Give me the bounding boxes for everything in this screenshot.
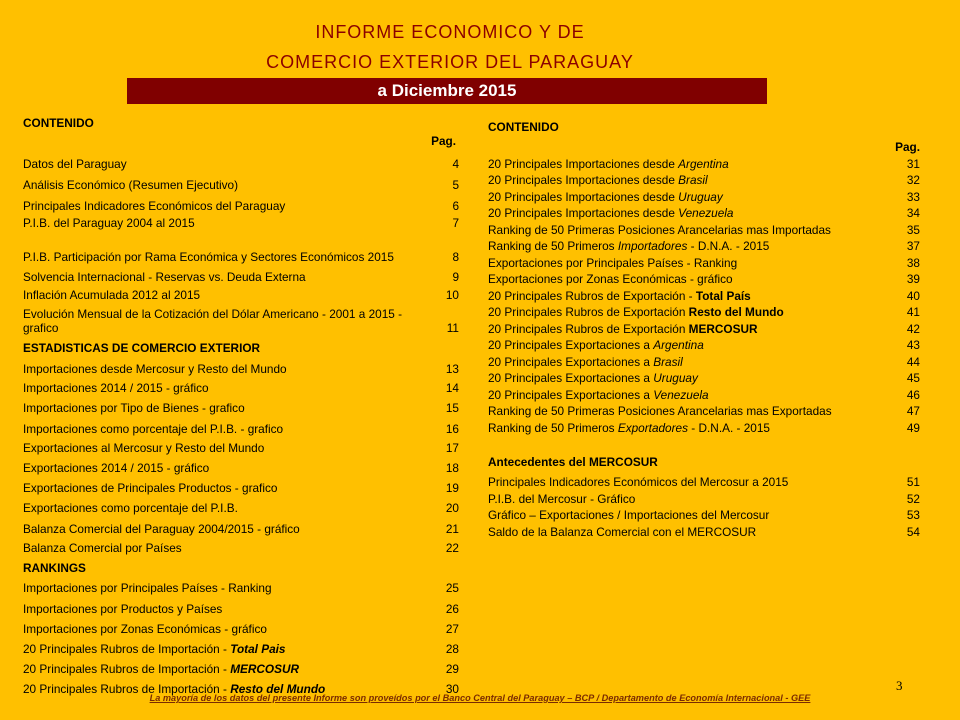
entry-label bbox=[488, 475, 898, 489]
contents-entry bbox=[23, 284, 459, 302]
entry-label bbox=[23, 501, 433, 515]
entry-label-text: P.I.B. Participación por Rama Económica y Sectores Económicos 2015 bbox=[23, 250, 394, 264]
contents-entry bbox=[488, 204, 920, 221]
contents-entry bbox=[488, 220, 920, 237]
entry-label bbox=[23, 216, 433, 230]
entry-page-number: 8 bbox=[452, 250, 459, 264]
entry-label bbox=[23, 270, 433, 284]
entry-label bbox=[488, 355, 898, 369]
entry-page-number: 52 bbox=[906, 491, 920, 506]
entry-label-emphasis: MERCOSUR bbox=[688, 321, 758, 336]
entry-page-number: 54 bbox=[906, 524, 920, 539]
entry-label-text: Exportaciones 2014 / 2015 - gráfico bbox=[23, 461, 210, 475]
entry-label-text: 20 Principales Rubros de Importación - bbox=[23, 682, 231, 696]
entry-label bbox=[488, 256, 898, 270]
entry-label-text: Inflación Acumulada 2012 al 2015 bbox=[23, 288, 201, 302]
entry-label-text: 20 Principales Importaciones desde bbox=[488, 189, 679, 204]
contents-entry bbox=[488, 418, 920, 435]
entry-label bbox=[488, 190, 898, 204]
contents-entry bbox=[488, 336, 920, 353]
entry-label bbox=[23, 581, 433, 595]
title-line-2: COMERCIO EXTERIOR DEL PARAGUAY bbox=[266, 52, 634, 72]
entry-label bbox=[23, 662, 433, 676]
entry-page-number: 16 bbox=[445, 422, 459, 436]
entry-page-number: 26 bbox=[445, 602, 459, 616]
contents-entry bbox=[23, 536, 459, 555]
entry-label bbox=[488, 492, 898, 506]
page-column-heading: Pag. bbox=[431, 134, 456, 148]
contents-entry bbox=[23, 495, 459, 515]
entry-label-emphasis: Venezuela bbox=[653, 387, 709, 402]
contents-heading: CONTENIDO bbox=[23, 116, 94, 130]
entry-label bbox=[23, 341, 433, 355]
entry-label bbox=[23, 199, 433, 213]
contents-entry bbox=[488, 506, 920, 523]
entry-page-number: 35 bbox=[906, 222, 920, 237]
entry-page-number: 44 bbox=[906, 354, 920, 369]
section-heading bbox=[23, 335, 459, 355]
contents-entry bbox=[488, 270, 920, 287]
entry-page-number: 37 bbox=[906, 239, 920, 253]
entry-label bbox=[23, 307, 433, 335]
entry-label-text: Saldo de la Balanza Comercial con el MERCOSUR bbox=[488, 524, 757, 539]
entry-label bbox=[488, 338, 898, 352]
contents-entry bbox=[23, 455, 459, 475]
entry-page-number: 13 bbox=[445, 362, 459, 376]
entry-label-text: Exportaciones como porcentaje del P.I.B. bbox=[23, 501, 238, 515]
entry-label-text: Exportaciones al Mercosur y Resto del Mundo bbox=[23, 441, 265, 455]
contents-entry bbox=[23, 515, 459, 536]
contents-entry bbox=[23, 171, 459, 192]
entry-label-emphasis: Argentina bbox=[653, 338, 704, 352]
entry-page-number: 14 bbox=[445, 381, 459, 395]
entry-label-emphasis: Resto del Mundo bbox=[688, 305, 784, 319]
contents-entry bbox=[23, 230, 459, 264]
entry-page-number: 38 bbox=[906, 255, 920, 270]
entry-label bbox=[488, 508, 898, 522]
entry-label bbox=[23, 461, 433, 475]
contents-entry bbox=[23, 376, 459, 395]
contents-entry bbox=[488, 369, 920, 386]
entry-page-number: 9 bbox=[452, 270, 459, 284]
section-heading bbox=[23, 555, 459, 575]
entry-label-text: Análisis Económico (Resumen Ejecutivo) bbox=[23, 178, 239, 192]
entry-page-number: 17 bbox=[445, 441, 459, 455]
contents-entry bbox=[23, 355, 459, 376]
contents-entry bbox=[23, 475, 459, 495]
entry-label-text: Ranking de 50 Primeros bbox=[488, 420, 618, 435]
contents-entry bbox=[23, 575, 459, 595]
entry-label-text: Balanza Comercial por Países bbox=[23, 541, 182, 555]
entry-label-text: 20 Principales Exportaciones a bbox=[488, 371, 654, 385]
entry-page-number: 45 bbox=[906, 371, 920, 385]
contents-entry bbox=[488, 402, 920, 419]
entry-label-text: ESTADISTICAS DE COMERCIO EXTERIOR bbox=[23, 341, 261, 355]
entry-label bbox=[23, 541, 433, 555]
entry-page-number: 46 bbox=[906, 387, 920, 402]
entry-page-number: 19 bbox=[445, 481, 459, 495]
entry-label bbox=[488, 239, 898, 253]
entry-label-text: 20 Principales Rubros de Importación - bbox=[23, 662, 231, 676]
source-footnote: La mayoría de los datos del presente Informe son proveídos por el Banco Central del Paraguay – BCP / Departamento de Economía Internacional - GEE bbox=[149, 693, 811, 703]
entry-label bbox=[23, 362, 433, 376]
entry-label bbox=[23, 642, 433, 656]
contents-entry bbox=[23, 595, 459, 616]
entry-label bbox=[488, 404, 898, 418]
entry-label bbox=[23, 157, 433, 171]
entry-label bbox=[23, 178, 433, 192]
entry-page-number: 31 bbox=[906, 156, 920, 171]
entry-page-number: 30 bbox=[445, 682, 459, 696]
entry-label-text: Importaciones por Productos y Países bbox=[23, 602, 223, 616]
contents-entry bbox=[23, 616, 459, 636]
entry-label-emphasis: Argentina bbox=[678, 156, 729, 171]
entry-label-text: Importaciones por Zonas Económicas - gráfico bbox=[23, 622, 267, 636]
date-banner: a Diciembre 2015 bbox=[127, 78, 767, 104]
page-number: 3 bbox=[896, 678, 903, 693]
contents-entry bbox=[488, 352, 920, 369]
entry-label-text: 20 Principales Importaciones desde bbox=[488, 156, 679, 171]
entry-label-text: 20 Principales Exportaciones a bbox=[488, 354, 654, 369]
contents-entry bbox=[23, 636, 459, 656]
entry-page-number: 25 bbox=[445, 581, 459, 595]
entry-page-number: 49 bbox=[906, 420, 920, 435]
contents-entry bbox=[23, 415, 459, 436]
entry-label-text: 20 Principales Rubros de Importación - bbox=[23, 642, 231, 656]
contents-entry bbox=[23, 395, 459, 415]
entry-label-emphasis: Importadores bbox=[617, 239, 688, 253]
entry-label bbox=[23, 602, 433, 616]
entry-label-text: Principales Indicadores Económicos del Mercosur a 2015 bbox=[488, 475, 789, 489]
contents-entry bbox=[488, 154, 920, 171]
entry-label-text: 20 Principales Importaciones desde bbox=[488, 206, 679, 220]
entry-label bbox=[23, 561, 433, 575]
entry-page-number: 40 bbox=[906, 288, 920, 303]
mercosur-heading: Antecedentes del MERCOSUR bbox=[488, 454, 658, 469]
entry-label-text: Principales Indicadores Económicos del Paraguay bbox=[23, 199, 286, 213]
entry-page-number: 22 bbox=[445, 541, 459, 555]
entry-label bbox=[488, 388, 898, 402]
contents-entry bbox=[488, 319, 920, 336]
entry-label bbox=[23, 401, 433, 415]
contents-entry bbox=[488, 473, 920, 490]
entry-label-text: 20 Principales Rubros de Exportación bbox=[488, 321, 689, 336]
page-column-heading: Pag. bbox=[895, 140, 920, 154]
entry-label bbox=[488, 272, 898, 286]
entry-page-number: 47 bbox=[906, 404, 920, 418]
entry-label-emphasis: Resto del Mundo bbox=[230, 682, 326, 696]
entry-label bbox=[488, 157, 898, 171]
entry-label-text: P.I.B. del Paraguay 2004 al 2015 bbox=[23, 216, 195, 230]
entry-label-text: 20 Principales Rubros de Exportación - bbox=[488, 288, 696, 303]
entry-label-text: P.I.B. del Mercosur - Gráfico bbox=[488, 491, 636, 506]
entry-label bbox=[23, 381, 433, 395]
contents-entry bbox=[488, 253, 920, 270]
entry-label-text: 20 Principales Exportaciones a bbox=[488, 338, 654, 352]
entry-page-number: 34 bbox=[906, 206, 920, 220]
entry-label-text: Balanza Comercial del Paraguay 2004/2015 - gráfico bbox=[23, 522, 300, 536]
entry-page-number: 11 bbox=[446, 321, 459, 335]
entry-label bbox=[488, 223, 898, 237]
contents-entry bbox=[488, 385, 920, 402]
contents-entry bbox=[23, 213, 459, 230]
contents-entry bbox=[488, 303, 920, 320]
entry-page-number: 33 bbox=[906, 189, 920, 204]
entry-label-emphasis: Total País bbox=[695, 288, 751, 303]
entry-page-number: 42 bbox=[906, 321, 920, 336]
entry-label-text: Ranking de 50 Primeras Posiciones Arancelarias mas Importadas bbox=[488, 222, 831, 237]
title-line-1: INFORME ECONOMICO Y DE bbox=[315, 22, 585, 42]
entry-label bbox=[488, 289, 898, 303]
entry-page-number: 15 bbox=[445, 401, 459, 415]
entry-label-emphasis: - D.N.A. - 2015 bbox=[687, 239, 770, 253]
right-contents-list bbox=[488, 154, 920, 435]
entry-page-number: 43 bbox=[906, 338, 920, 352]
entry-label bbox=[488, 322, 898, 336]
entry-label bbox=[23, 422, 433, 436]
entry-label-text: Exportaciones por Zonas Económicas - gráfico bbox=[488, 272, 733, 286]
entry-label bbox=[23, 481, 433, 495]
mercosur-contents-list bbox=[488, 473, 920, 539]
entry-label-text: Importaciones como porcentaje del P.I.B. - grafico bbox=[23, 422, 284, 436]
entry-label-text: Importaciones 2014 / 2015 - gráfico bbox=[23, 381, 209, 395]
entry-label-emphasis: Brasil bbox=[653, 354, 683, 369]
entry-page-number: 41 bbox=[906, 305, 920, 319]
entry-label-emphasis: - D.N.A. - 2015 bbox=[688, 420, 770, 435]
contents-entry bbox=[488, 286, 920, 303]
entry-label-text: Importaciones desde Mercosur y Resto del Mundo bbox=[23, 362, 287, 376]
left-contents-column bbox=[23, 116, 459, 696]
entry-page-number: 5 bbox=[452, 178, 459, 192]
entry-label bbox=[488, 421, 898, 435]
entry-label-text: Ranking de 50 Primeros bbox=[488, 239, 618, 253]
entry-label-text: Importaciones por Principales Países - Ranking bbox=[23, 581, 272, 595]
contents-entry bbox=[23, 436, 459, 455]
entry-label-text: Datos del Paraguay bbox=[23, 157, 127, 171]
entry-label bbox=[488, 371, 898, 385]
contents-entry bbox=[488, 522, 920, 539]
entry-label-text: Ranking de 50 Primeras Posiciones Arancelarias mas Exportadas bbox=[488, 404, 832, 418]
contents-heading: CONTENIDO bbox=[488, 120, 559, 134]
entry-label-text: 20 Principales Rubros de Exportación bbox=[488, 305, 689, 319]
entry-page-number: 10 bbox=[445, 288, 459, 302]
contents-entry bbox=[488, 171, 920, 188]
entry-label bbox=[488, 206, 898, 220]
contents-entry bbox=[488, 187, 920, 204]
entry-label-emphasis: Venezuela bbox=[678, 206, 734, 220]
entry-page-number: 21 bbox=[445, 522, 459, 536]
entry-label-text: Exportaciones por Principales Países - Ranking bbox=[488, 255, 738, 270]
entry-page-number: 39 bbox=[906, 272, 920, 286]
entry-label-emphasis: Exportadores bbox=[617, 420, 689, 435]
entry-label-text: RANKINGS bbox=[23, 561, 86, 575]
contents-entry bbox=[23, 150, 459, 171]
entry-page-number: 7 bbox=[452, 216, 459, 230]
entry-label-text: 20 Principales Exportaciones a bbox=[488, 387, 654, 402]
entry-label-text: Solvencia Internacional - Reservas vs. Deuda Externa bbox=[23, 270, 306, 284]
entry-label bbox=[23, 441, 433, 455]
entry-label-text: Exportaciones de Principales Productos - grafico bbox=[23, 481, 278, 495]
contents-entry bbox=[23, 264, 459, 284]
contents-entry bbox=[23, 192, 459, 213]
entry-page-number: 32 bbox=[906, 173, 920, 187]
entry-page-number: 20 bbox=[445, 501, 459, 515]
entry-label bbox=[488, 525, 898, 539]
entry-label-emphasis: Uruguay bbox=[653, 371, 698, 385]
entry-label-emphasis: Uruguay bbox=[678, 189, 723, 204]
entry-label bbox=[23, 250, 433, 264]
entry-page-number: 53 bbox=[906, 508, 920, 522]
entry-label bbox=[23, 622, 433, 636]
entry-label bbox=[488, 173, 898, 187]
contents-entry bbox=[488, 489, 920, 506]
entry-page-number: 29 bbox=[445, 662, 459, 676]
contents-entry bbox=[23, 302, 459, 335]
entry-label-emphasis: MERCOSUR bbox=[230, 662, 300, 676]
contents-entry bbox=[23, 656, 459, 676]
entry-page-number: 28 bbox=[445, 642, 459, 656]
entry-label-text: Importaciones por Tipo de Bienes - grafico bbox=[23, 401, 245, 415]
entry-label-text: Gráfico – Exportaciones / Importaciones del Mercosur bbox=[488, 508, 770, 522]
entry-label-emphasis: Total Pais bbox=[230, 642, 286, 656]
entry-label-text: Evolución Mensual de la Cotización del Dólar Americano - 2001 a 2015 - grafico bbox=[23, 307, 403, 335]
contents-entry bbox=[488, 237, 920, 254]
entry-page-number: 4 bbox=[452, 157, 459, 171]
entry-label bbox=[23, 522, 433, 536]
entry-label bbox=[23, 288, 433, 302]
right-contents-column bbox=[488, 120, 920, 539]
entry-page-number: 6 bbox=[452, 199, 459, 213]
entry-page-number: 51 bbox=[906, 475, 920, 489]
entry-page-number: 18 bbox=[445, 461, 459, 475]
entry-label bbox=[488, 305, 898, 319]
entry-label-emphasis: Brasil bbox=[678, 173, 708, 187]
left-contents-list bbox=[23, 150, 459, 696]
entry-page-number: 27 bbox=[445, 622, 459, 636]
entry-label-text: 20 Principales Importaciones desde bbox=[488, 173, 679, 187]
